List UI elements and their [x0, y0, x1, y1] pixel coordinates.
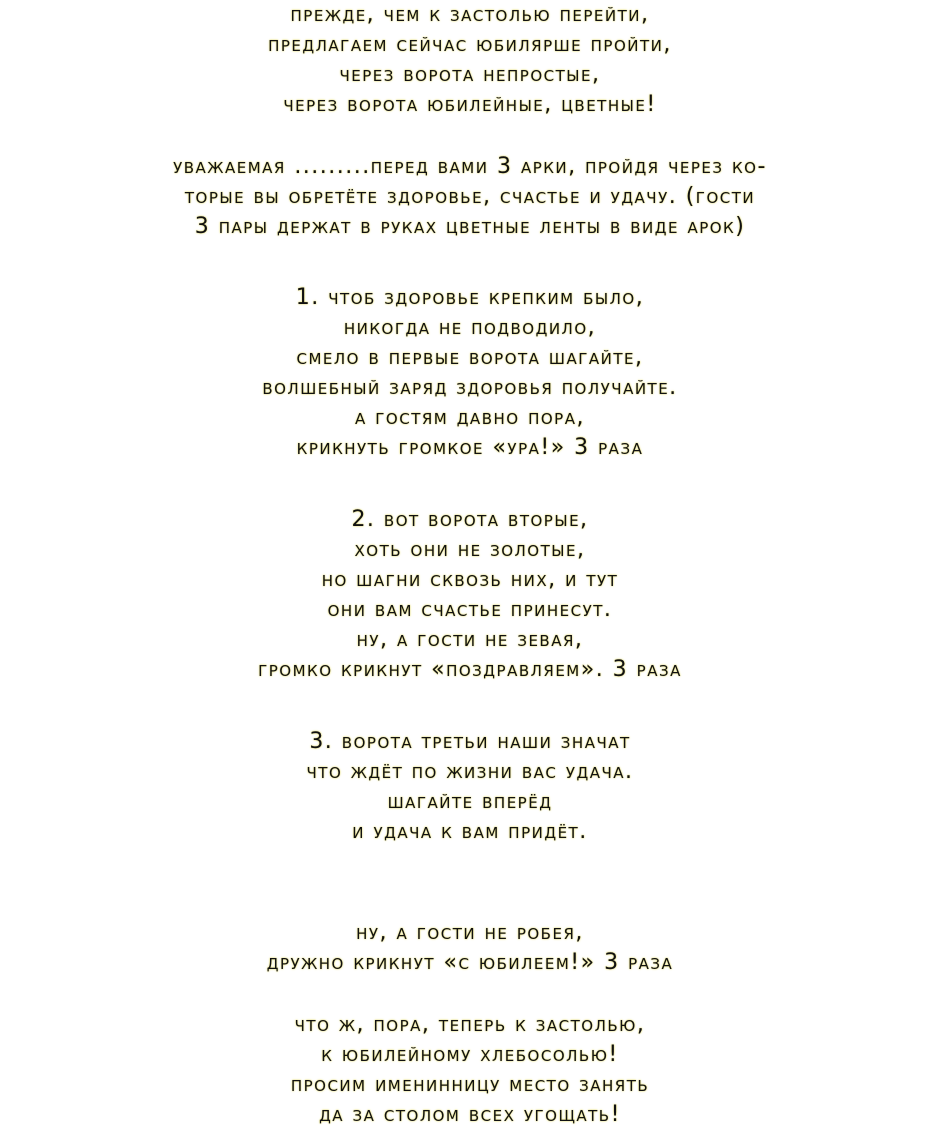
- instruction-line: уважаемая .........перед вами 3 арки, пройдя через ко-: [173, 154, 767, 179]
- poem-line: а гостям давно пора,: [355, 405, 585, 430]
- instruction-line: торые вы обретёте здоровье, счастье и удачу. (гости: [184, 184, 756, 209]
- poem-line: 1. чтоб здоровье крепким было,: [295, 285, 645, 310]
- poem-line: они вам счастье принесут.: [327, 597, 613, 622]
- poem-line: просим именинницу место занять: [290, 1072, 650, 1097]
- poem-line: ну, а гости не зевая,: [356, 627, 584, 652]
- poem-line: дружно крикнут «с юбилеем!» 3 раза: [266, 950, 674, 975]
- poem-line: но шагни сквозь них, и тут: [321, 567, 619, 592]
- poem-line: ну, а гости не робея,: [356, 920, 584, 945]
- poem-line: шагайте вперёд: [387, 789, 553, 814]
- poem-line: через ворота непростые,: [339, 62, 601, 87]
- poem-line: через ворота юбилейные, цветные!: [283, 92, 657, 117]
- poem-line: что ж, пора, теперь к застолью,: [294, 1012, 646, 1037]
- instruction-line: 3 пары держат в руках цветные ленты в виде арок): [194, 214, 746, 239]
- poem-line: волшебный заряд здоровья получайте.: [262, 375, 678, 400]
- poem-line: хоть они не золотые,: [354, 537, 586, 562]
- poem-line: никогда не подводило,: [343, 315, 597, 340]
- poem-line: да за столом всех угощать!: [319, 1102, 621, 1127]
- poem-line: что ждёт по жизни вас удача.: [306, 759, 634, 784]
- poem-line: и удача к вам придёт.: [352, 819, 588, 844]
- poem-line: 3. ворота третьи наши значат: [309, 729, 631, 754]
- poem-line: к юбилейному хлебосолью!: [321, 1042, 619, 1067]
- poem-line: предлагаем сейчас юбилярше пройти,: [268, 32, 672, 57]
- poem-line: крикнуть громкое «ура!» 3 раза: [296, 435, 644, 460]
- instruction-paragraph: [0, 152, 940, 242]
- gate-2-stanza: [0, 505, 940, 685]
- poem-line: смело в первые ворота шагайте,: [296, 345, 644, 370]
- guests-cheer-stanza: [0, 918, 940, 978]
- poem-line: прежде, чем к застолью перейти,: [290, 2, 650, 27]
- poem-line: громко крикнут «поздравляем». 3 раза: [258, 657, 682, 682]
- gate-3-stanza: [0, 727, 940, 847]
- intro-stanza: [0, 0, 940, 120]
- closing-stanza: [0, 1010, 940, 1130]
- gate-1-stanza: [0, 283, 940, 463]
- poem-line: 2. вот ворота вторые,: [351, 507, 589, 532]
